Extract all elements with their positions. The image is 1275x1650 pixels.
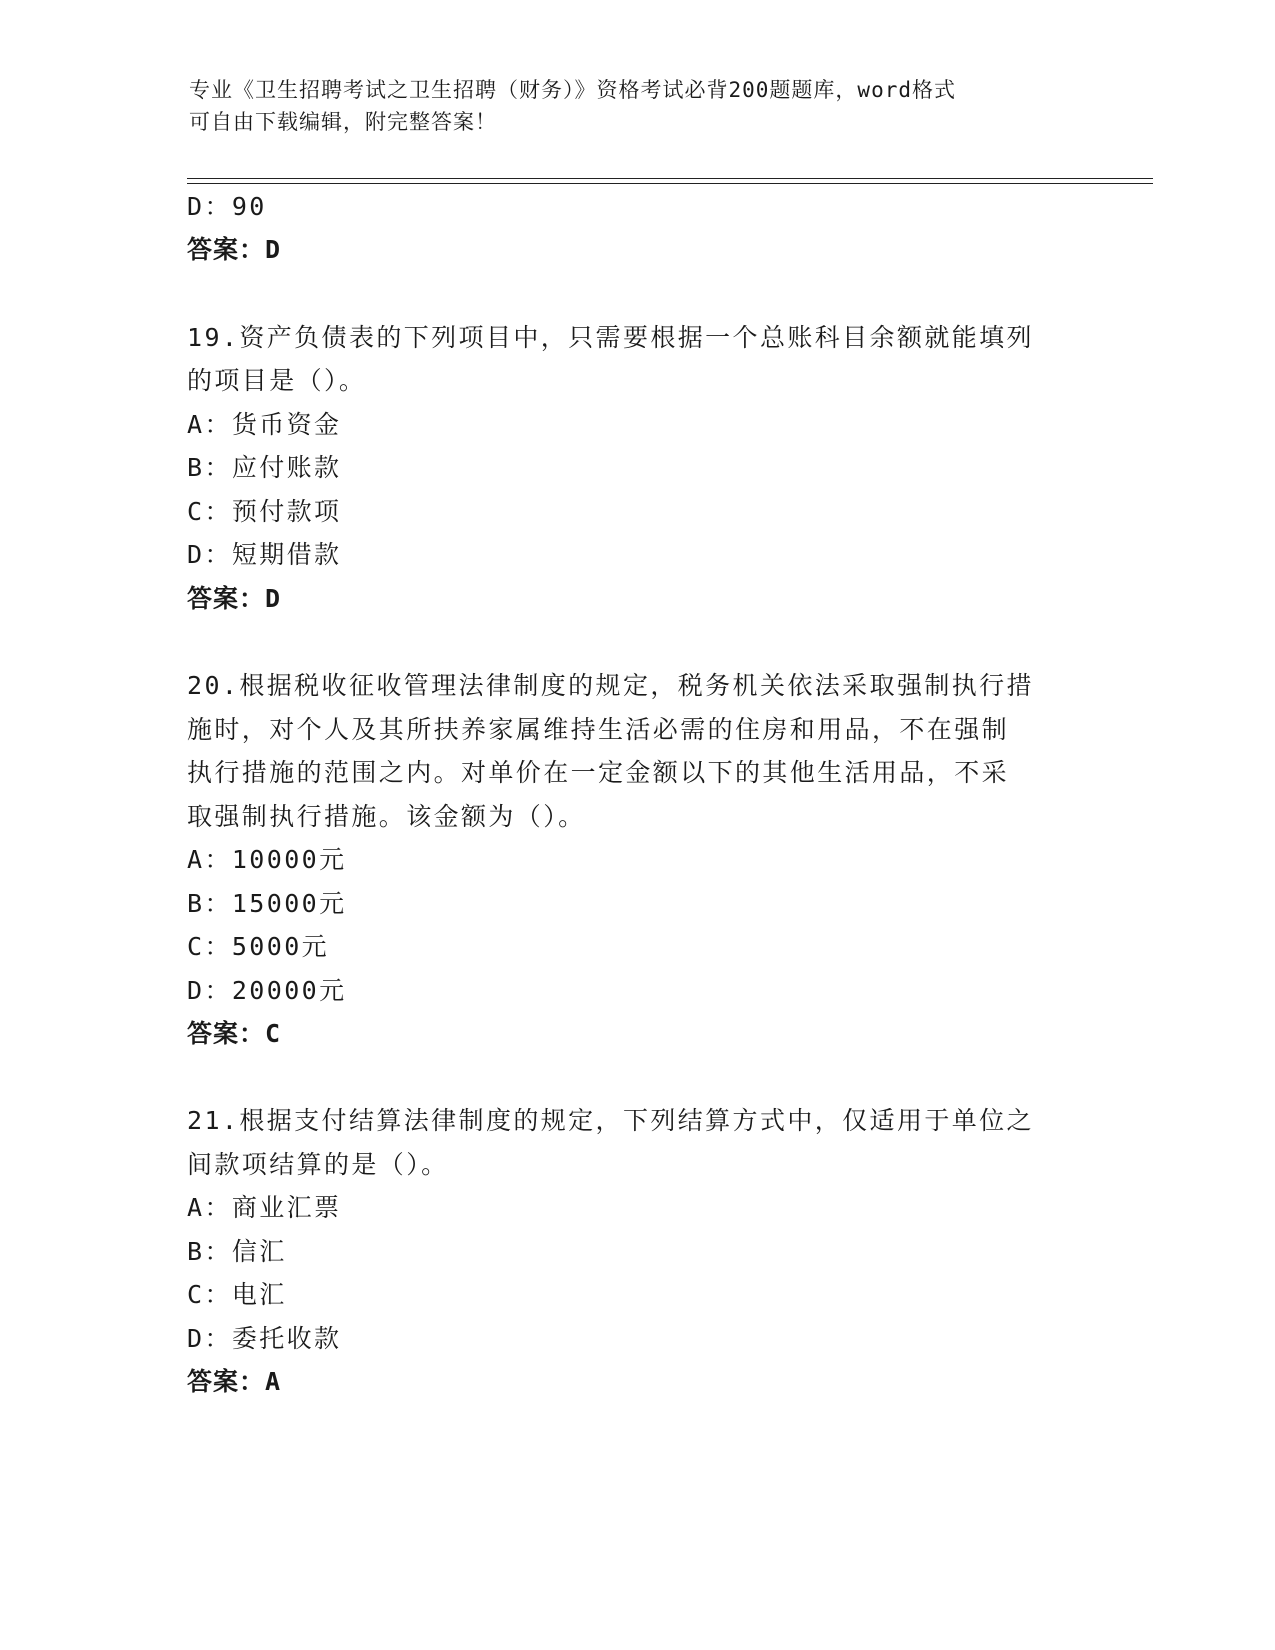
q21-option-a: A：商业汇票 [187, 1193, 342, 1222]
header-divider-top [187, 178, 1153, 179]
q20-text-line-2: 施时，对个人及其所扶养家属维持生活必需的住房和用品，不在强制 [187, 715, 1010, 744]
q20-text-line-1: 20.根据税收征收管理法律制度的规定，税务机关依法采取强制执行措 [187, 671, 1034, 700]
prev-answer: 答案：D [187, 235, 282, 264]
q20-option-c: C：5000元 [187, 932, 330, 961]
q20-answer: 答案：C [187, 1019, 282, 1048]
q20-option-a: A：10000元 [187, 845, 347, 874]
q21-option-c: C：电汇 [187, 1280, 287, 1309]
q21-text-line-1: 21.根据支付结算法律制度的规定，下列结算方式中，仅适用于单位之 [187, 1106, 1034, 1135]
q21-text-line-2: 间款项结算的是（）。 [187, 1150, 449, 1179]
header-divider-bottom [187, 183, 1153, 184]
q20-option-d: D：20000元 [187, 976, 347, 1005]
q19-text-line-2: 的项目是（）。 [187, 366, 367, 395]
q19-option-d: D：短期借款 [187, 540, 342, 569]
q19-answer: 答案：D [187, 584, 282, 613]
prev-option-d: D：90 [187, 192, 267, 221]
q19-option-a: A：货币资金 [187, 410, 342, 439]
q20-option-b: B：15000元 [187, 889, 347, 918]
q21-option-d: D：委托收款 [187, 1324, 342, 1353]
q19-text-line-1: 19.资产负债表的下列项目中，只需要根据一个总账科目余额就能填列 [187, 323, 1034, 352]
q20-text-line-4: 取强制执行措施。该金额为（）。 [187, 802, 586, 831]
q19-option-c: C：预付款项 [187, 497, 342, 526]
q19-option-b: B：应付账款 [187, 453, 342, 482]
q20-text-line-3: 执行措施的范围之内。对单价在一定金额以下的其他生活用品，不采 [187, 758, 1010, 787]
q21-answer: 答案：A [187, 1367, 282, 1396]
q21-option-b: B：信汇 [187, 1237, 287, 1266]
document-header [189, 74, 1089, 138]
header-title-line-1: 专业《卫生招聘考试之卫生招聘（财务）》资格考试必背200题题库，word格式 [189, 78, 956, 102]
header-title-line-2: 可自由下载编辑，附完整答案！ [189, 110, 497, 134]
